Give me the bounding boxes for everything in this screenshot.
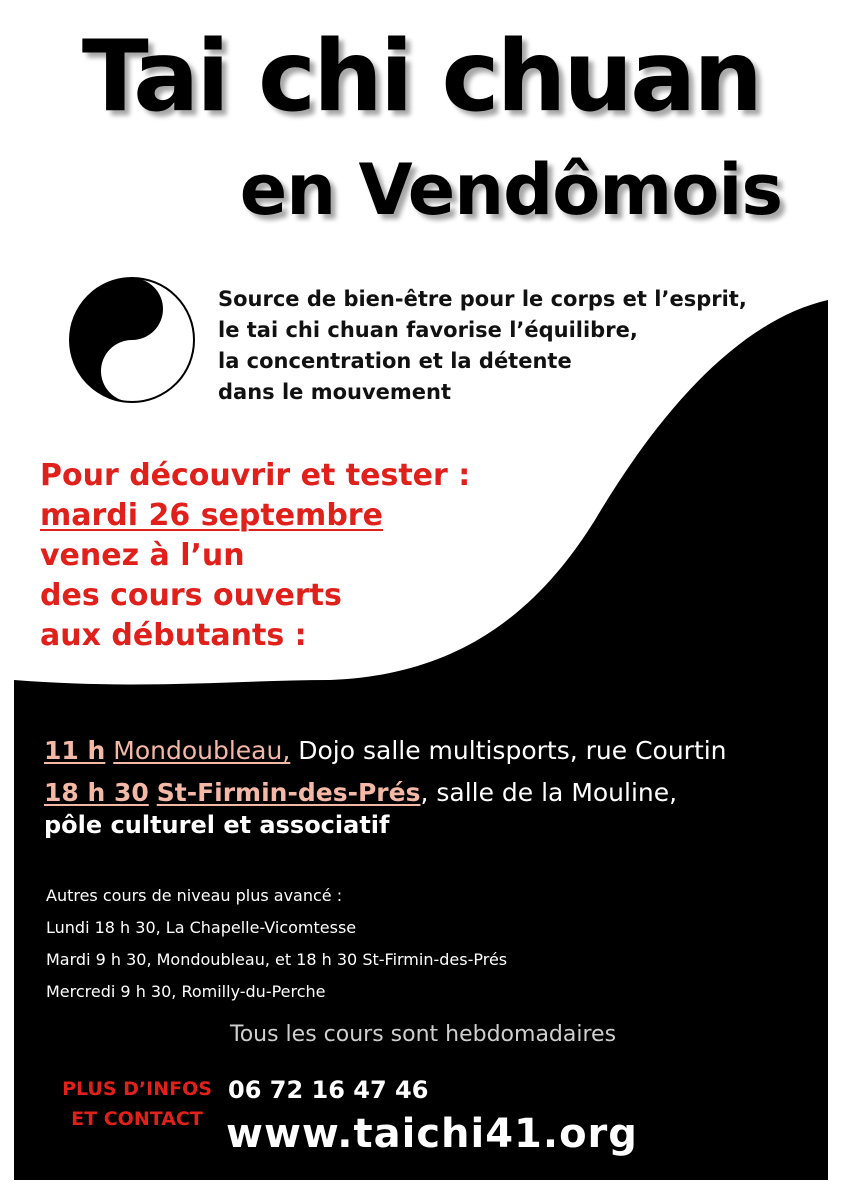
promo-line: des cours ouverts [40, 578, 342, 613]
class-details-line2: pôle culturel et associatif [44, 811, 390, 839]
intro-line: dans le mouvement [218, 380, 452, 404]
class-place: St-Firmin-des-Prés [156, 778, 421, 807]
intro-line: le tai chi chuan favorise l’équilibre, [218, 318, 638, 342]
page-subtitle: en Vendômois [239, 149, 782, 231]
contact-label [52, 1074, 222, 1134]
promo-heading: Pour découvrir et tester : [40, 458, 471, 493]
intro-line: Source de bien-être pour le corps et l’esprit, [218, 287, 747, 311]
weekly-note: Tous les cours sont hebdomadaires [230, 1022, 617, 1047]
contact-label-line: ET CONTACT [71, 1108, 203, 1130]
advanced-item: Mardi 9 h 30, Mondoubleau, et 18 h 30 St-Firmin-des-Prés [46, 950, 508, 969]
promo-line: venez à l’un [40, 538, 245, 573]
intro-line: la concentration et la détente [218, 349, 572, 373]
class-row-st-firmin [44, 776, 824, 810]
promo-line: aux débutants : [40, 618, 307, 653]
class-place: Mondoubleau, [113, 736, 291, 765]
class-details: , salle de la Mouline, [420, 778, 678, 807]
open-classes-schedule [44, 734, 824, 840]
contact-label-line: PLUS D’INFOS [62, 1078, 212, 1100]
page-title: Tai chi chuan [81, 20, 761, 134]
advanced-item: Lundi 18 h 30, La Chapelle-Vicomtesse [46, 918, 357, 937]
yin-yang-icon [68, 276, 196, 404]
class-time: 18 h 30 [44, 778, 149, 807]
class-time: 11 h [44, 736, 106, 765]
promo-date: mardi 26 septembre [40, 498, 383, 533]
class-details: Dojo salle multisports, rue Courtin [298, 736, 727, 765]
website-link[interactable]: www.taichi41.org [226, 1111, 638, 1157]
promo-block [40, 456, 560, 656]
intro-text [218, 284, 818, 408]
class-row-mondoubleau [44, 734, 824, 768]
advanced-classes [46, 880, 806, 1008]
contact-phone[interactable]: 06 72 16 47 46 [228, 1076, 429, 1104]
advanced-item: Mercredi 9 h 30, Romilly-du-Perche [46, 982, 326, 1001]
advanced-heading: Autres cours de niveau plus avancé : [46, 886, 343, 905]
